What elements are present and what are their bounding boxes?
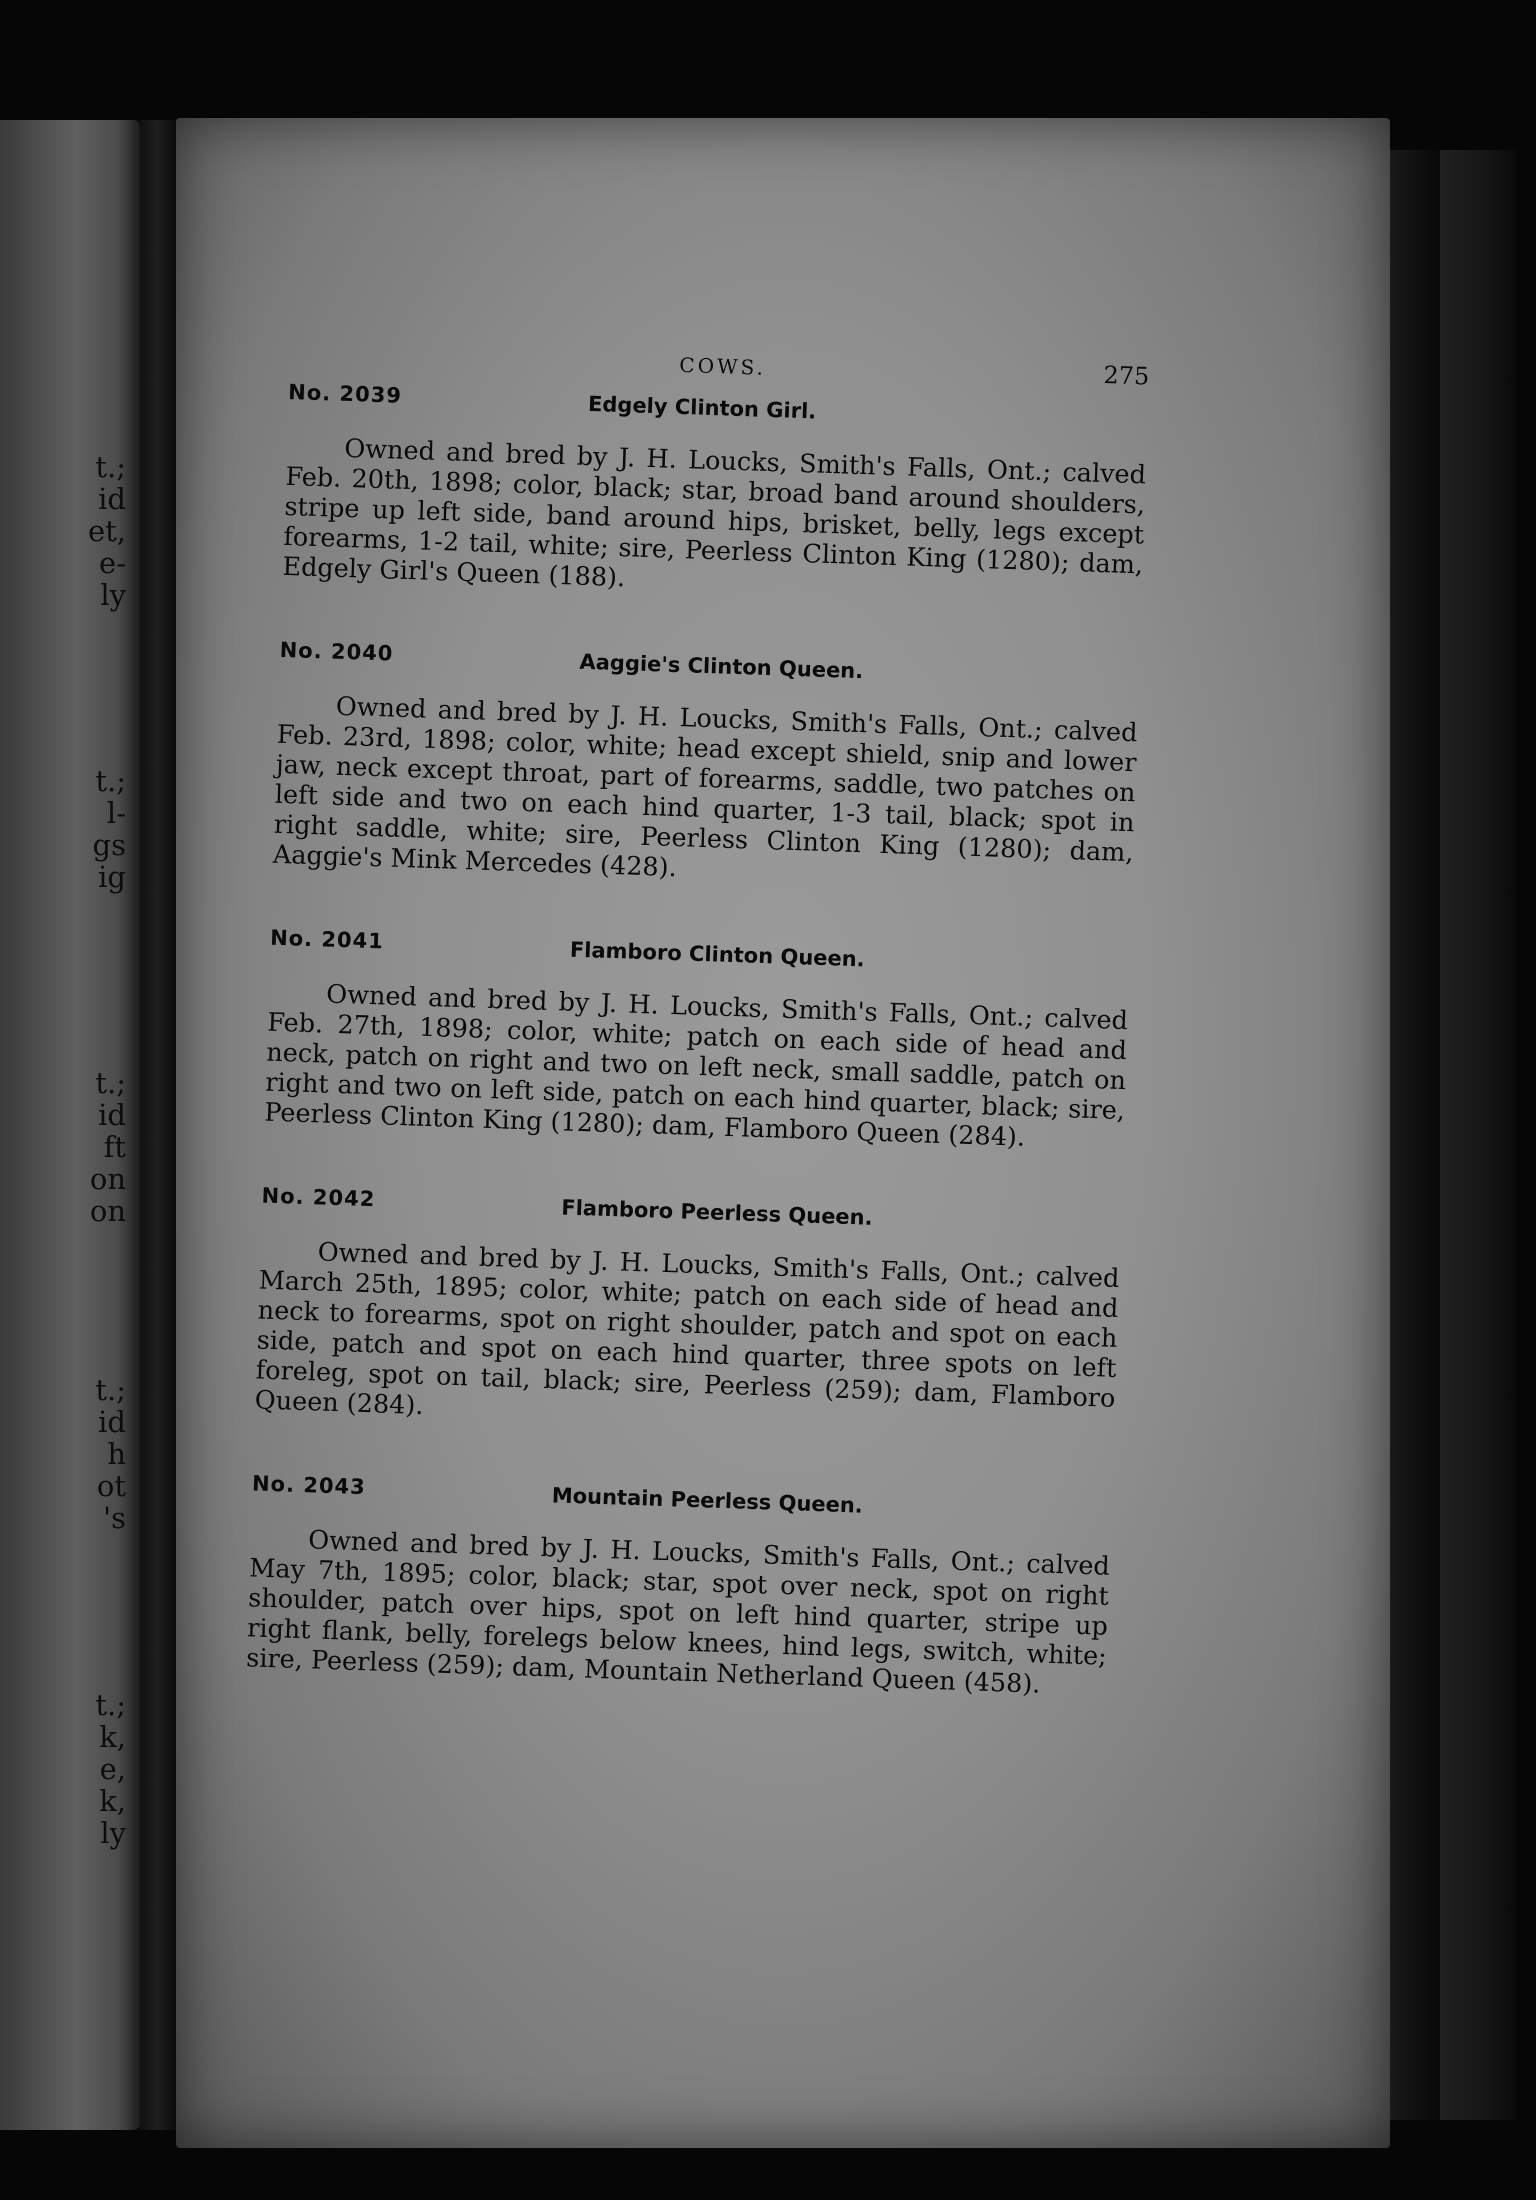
previous-page-line-fragment: ig <box>98 860 126 894</box>
previous-page-line-fragment: t.; <box>95 450 126 484</box>
previous-page-line-fragment: ot <box>96 1469 126 1503</box>
previous-page-line-fragment: t.; <box>95 1066 126 1100</box>
previous-page-line-fragment: l- <box>106 796 126 830</box>
previous-page-line-fragment: 's <box>103 1501 126 1535</box>
previous-page-line-fragment: t.; <box>95 1373 126 1407</box>
entry-name: Flamboro Clinton Queen. <box>569 937 866 972</box>
entry-description: Owned and bred by J. H. Loucks, Smith's Falls, Ont.; calved Feb. 27th, 1898; color, white; patch on each side of head and neck, patch on right and two on left neck, small saddle, patch on right and two on left side, patch on each hind quarter, black; sire, Peerless Clinton King (1280); dam, Flamboro Queen (284). <box>263 979 1129 1153</box>
entry-number: No. 2040 <box>279 637 394 666</box>
pedigree-entry <box>272 638 1139 898</box>
book-gutter <box>140 120 176 2130</box>
pedigree-entry <box>254 1184 1121 1444</box>
running-title: COWS. <box>678 352 767 380</box>
previous-page-line-fragment: id <box>98 1098 126 1132</box>
entry-description: Owned and bred by J. H. Loucks, Smith's Falls, Ont.; calved Feb. 20th, 1898; color, black; star, broad band around shoulders, stripe up left side, band around hips, brisket, belly, legs except forearms, 1-2 tail, white; sire, Peerless Clinton King (1280); dam, Edgely Girl's Queen (188). <box>281 433 1147 594</box>
pedigree-entry <box>246 1471 1112 1701</box>
previous-page-line-fragment: k, <box>99 1784 126 1818</box>
previous-page-line-fragment: id <box>98 1405 126 1439</box>
entry-description: Owned and bred by J. H. Loucks, Smith's Falls, Ont.; calved Feb. 23rd, 1898; color, white; head except shield, snip and lower jaw, neck except throat, part of forearms, saddle, two patches on left side and two on each hind quarter, 1-3 tail, black; spot in right saddle, white; sire, Peerless Clinton King (1280); dam, Aaggie's Mink Mercedes (428). <box>272 691 1138 884</box>
pedigree-entry <box>264 926 1130 1156</box>
page-number: 275 <box>1103 360 1150 391</box>
entry-name: Flamboro Peerless Queen. <box>560 1195 873 1230</box>
previous-page-line-fragment: t.; <box>95 764 126 798</box>
pedigree-entry <box>282 380 1148 610</box>
previous-page-line-fragment: on <box>89 1162 126 1196</box>
entry-number: No. 2043 <box>251 1471 367 1500</box>
entry-description: Owned and bred by J. H. Loucks, Smith's Falls, Ont.; calved May 7th, 1895; color, black; star, spot over neck, spot on right shoulder, patch over hips, spot on left hind quarter, stripe up right flank, belly, forelegs below knees, hind legs, switch, white; sire, Peerless (259); dam, Mountain Netherland Queen (458). <box>245 1525 1111 1700</box>
entry-number: No. 2041 <box>269 925 385 954</box>
page-right-shadow <box>1390 150 1440 2120</box>
entry-number: No. 2042 <box>261 1183 376 1212</box>
entry-description: Owned and bred by J. H. Loucks, Smith's Falls, Ont.; calved March 25th, 1895; color, white; patch on each side of head and neck to forearms, spot on right shoulder, patch and spot on each side, patch and spot on each hind quarter, three spots on left foreleg, spot on tail, black; sire, Peerless (259); dam, Flamboro Queen (284). <box>254 1237 1120 1422</box>
previous-page-line-fragment: on <box>89 1194 126 1228</box>
previous-page-line-fragment: e- <box>99 546 126 580</box>
previous-page-line-fragment: t.; <box>95 1688 126 1722</box>
previous-page-line-fragment: e, <box>99 1752 126 1786</box>
previous-page-line-fragment: ly <box>100 1816 126 1850</box>
page-content <box>244 340 1150 1758</box>
previous-page-line-fragment: h <box>107 1437 126 1471</box>
entry-name: Aaggie's Clinton Queen. <box>579 649 864 684</box>
next-page-edge <box>1440 150 1516 2120</box>
entry-name: Mountain Peerless Queen. <box>551 1483 864 1518</box>
previous-page-line-fragment: ly <box>100 578 126 612</box>
previous-page-line-fragment: ft <box>103 1130 126 1164</box>
previous-page-line-fragment: k, <box>99 1720 126 1754</box>
previous-page-line-fragment: et, <box>87 514 126 548</box>
entry-number: No. 2039 <box>287 379 403 408</box>
previous-page-line-fragment: id <box>98 482 126 516</box>
previous-page-line-fragment: gs <box>92 828 126 862</box>
previous-page-text-fragments <box>0 0 130 2200</box>
entry-name: Edgely Clinton Girl. <box>587 391 817 424</box>
